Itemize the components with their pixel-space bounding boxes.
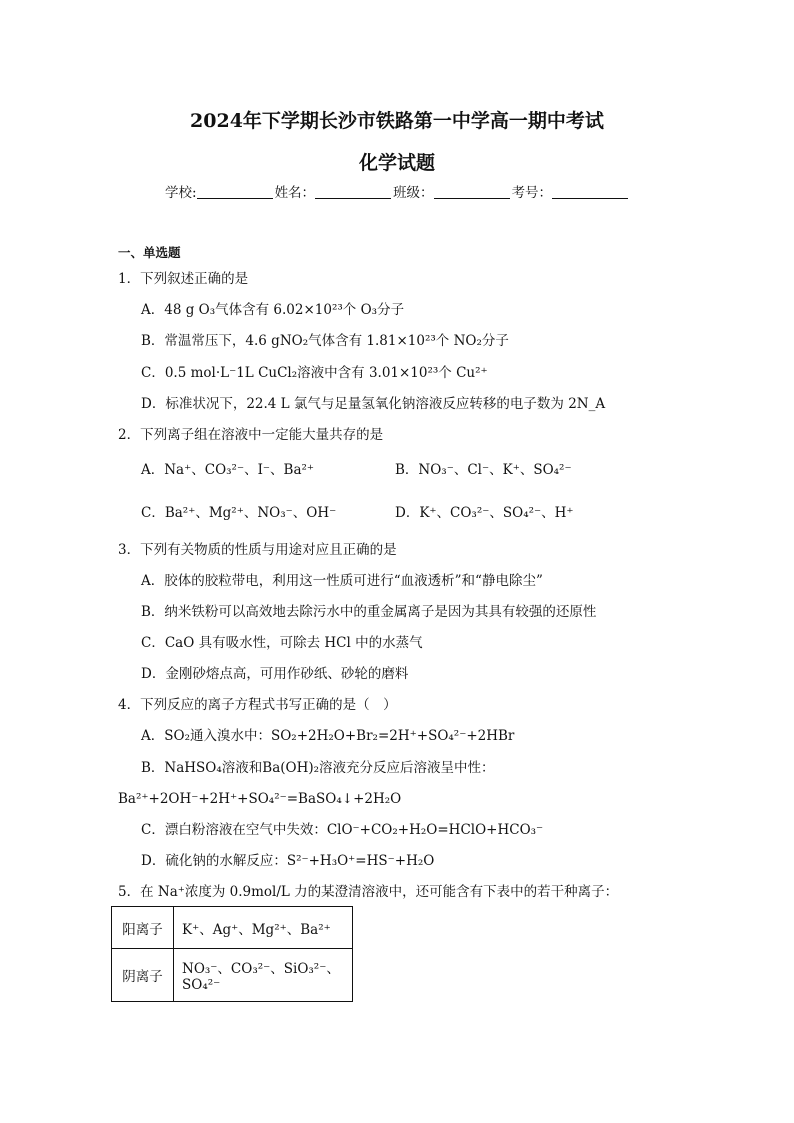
question-2-option-b: B．NO₃⁻、Cl⁻、K⁺、SO₄²⁻ [395,462,572,478]
question-2-option-a: A．Na⁺、CO₃²⁻、I⁻、Ba²⁺ [141,462,315,478]
exam-number-label: 考号： [511,185,553,201]
table-row [112,949,353,1002]
question-1-stem: 1．下列叙述正确的是 [118,271,249,287]
anion-values: NO₃⁻、CO₃²⁻、SiO₃²⁻、SO₄²⁻ [174,949,353,1002]
exam-subtitle: 化学试题 [358,152,435,174]
question-1-option-d: D．标准状况下，22.4 L 氯气与足量氢氧化钠溶液反应转移的电子数为 2N_A [141,396,606,412]
question-3-option-d: D．金刚砂熔点高，可用作砂纸、砂轮的磨料 [141,666,409,682]
section-heading: 一、单选题 [118,245,181,260]
question-5-stem: 5．在 Na⁺浓度为 0.9mol/L 力的某澄清溶液中，还可能含有下表中的若干种离子： [118,884,619,900]
question-2-option-c: C．Ba²⁺、Mg²⁺、NO₃⁻、OH⁻ [141,505,337,521]
question-4-option-b: B．NaHSO₄溶液和Ba(OH)₂溶液充分反应后溶液呈中性： [141,760,495,776]
question-2-stem: 2．下列离子组在溶液中一定能大量共存的是 [118,427,384,443]
question-3-option-c: C．CaO 具有吸水性，可除去 HCl 中的水蒸气 [141,635,423,651]
question-4-option-a: A．SO₂通入溴水中：SO₂+2H₂O+Br₂=2H⁺+SO₄²⁻+2HBr [141,728,515,744]
ion-table [111,906,353,1002]
class-blank[interactable] [434,184,510,199]
anion-label: 阴离子 [112,949,174,1002]
table-row [112,907,353,949]
cation-label: 阳离子 [112,907,174,949]
question-4-option-d: D．硫化钠的水解反应：S²⁻+H₃O⁺=HS⁻+H₂O [141,853,435,869]
exam-number-blank[interactable] [552,184,628,199]
class-label: 班级： [393,185,434,201]
student-info-row [165,181,630,201]
school-blank[interactable] [197,184,273,199]
question-1-option-b: B．常温常压下，4.6 gNO₂气体含有 1.81×10²³个 NO₂分子 [141,333,509,349]
exam-title: 2024年下学期长沙市铁路第一中学高一期中考试 [190,110,604,132]
name-blank[interactable] [315,184,391,199]
question-4-option-b-equation: Ba²⁺+2OH⁻+2H⁺+SO₄²⁻=BaSO₄↓+2H₂O [118,791,402,807]
question-3-stem: 3．下列有关物质的性质与用途对应且正确的是 [118,542,397,558]
question-2-option-d: D．K⁺、CO₃²⁻、SO₄²⁻、H⁺ [395,505,574,521]
question-1-option-c: C．0.5 mol·L⁻1L CuCl₂溶液中含有 3.01×10²³个 Cu²⁺ [141,365,488,381]
question-3-option-a: A．胶体的胶粒带电，利用这一性质可进行“血液透析”和“静电除尘” [141,573,543,589]
question-1-option-a: A．48 g O₃气体含有 6.02×10²³个 O₃分子 [141,302,405,318]
question-4-stem: 4．下列反应的离子方程式书写正确的是（ ） [118,697,397,713]
name-label: 姓名： [274,185,316,201]
question-3-option-b: B．纳米铁粉可以高效地去除污水中的重金属离子是因为其具有较强的还原性 [141,604,597,620]
school-label: 学校: [165,185,197,201]
question-4-option-c: C．漂白粉溶液在空气中失效：ClO⁻+CO₂+H₂O=HClO+HCO₃⁻ [141,822,544,838]
cation-values: K⁺、Ag⁺、Mg²⁺、Ba²⁺ [174,907,353,949]
